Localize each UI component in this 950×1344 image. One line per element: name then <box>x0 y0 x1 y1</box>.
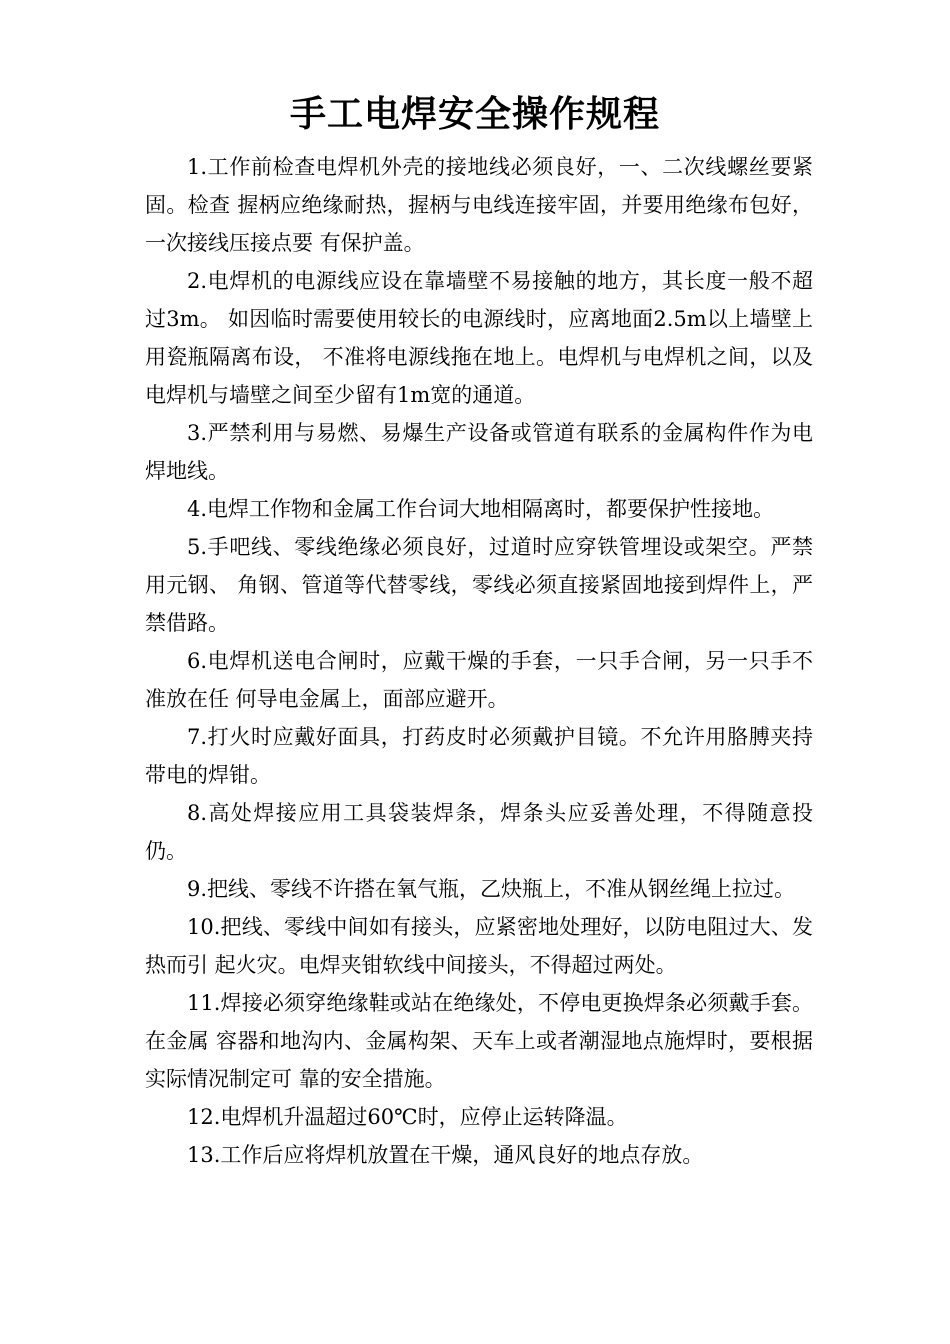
rule-paragraph-4: 4.电焊工作物和金属工作台词大地相隔离时，都要保护性接地。 <box>187 497 775 521</box>
rule-paragraph-2: 2.电焊机的电源线应设在靠墙壁不易接触的地方，其长度一般不超过3m。 如因临时需要使用较长的电源线时，应离地面2.5m以上墙壁上用瓷瓶隔离布设， 不准将电源线拖在地上。电焊机与电焊机之间，以及电焊机与墙壁之间至少留有1m宽的通道。 <box>145 269 813 407</box>
rule-paragraph-12: 12.电焊机升温超过60℃时，应停止运转降温。 <box>187 1105 628 1129</box>
document-title: 手工电焊安全操作规程 <box>289 93 660 135</box>
rule-paragraph-10: 10.把线、零线中间如有接头，应紧密地处理好，以防电阻过大、发热而引 起火灾。电焊夹钳软线中间接头，不得超过两处。 <box>145 915 813 977</box>
rule-paragraph-8: 8.高处焊接应用工具袋装焊条，焊条头应妥善处理，不得随意投仍。 <box>145 801 813 863</box>
rule-paragraph-11: 11.焊接必须穿绝缘鞋或站在绝缘处，不停电更换焊条必须戴手套。在金属 容器和地沟内、金属构架、天车上或者潮湿地点施焊时，要根据实际情况制定可 靠的安全措施。 <box>145 991 813 1091</box>
rule-paragraph-7: 7.打火时应戴好面具，打药皮时必须戴护目镜。不允许用胳膊夹持带电的焊钳。 <box>145 725 813 787</box>
rule-paragraph-5: 5.手吧线、零线绝缘必须良好，过道时应穿铁管埋设或架空。严禁用元钢、 角钢、管道等代替零线，零线必须直接紧固地接到焊件上，严禁借路。 <box>145 535 813 635</box>
rule-paragraph-13: 13.工作后应将焊机放置在干燥，通风良好的地点存放。 <box>187 1143 704 1167</box>
document-body <box>145 148 813 1174</box>
rule-paragraph-3: 3.严禁利用与易燃、易爆生产设备或管道有联系的金属构件作为电焊地线。 <box>145 421 813 483</box>
rule-paragraph-1: 1.工作前检查电焊机外壳的接地线必须良好，一、二次线螺丝要紧固。检查 握柄应绝缘耐热，握柄与电线连接牢固，并要用绝缘布包好，一次接线压接点要 有保护盖。 <box>145 155 813 255</box>
rule-paragraph-6: 6.电焊机送电合闸时，应戴干燥的手套，一只手合闸，另一只手不准放在任 何导电金属上，面部应避开。 <box>145 649 813 711</box>
rule-paragraph-9: 9.把线、零线不许搭在氧气瓶，乙炔瓶上，不准从钢丝绳上拉过。 <box>187 877 796 901</box>
